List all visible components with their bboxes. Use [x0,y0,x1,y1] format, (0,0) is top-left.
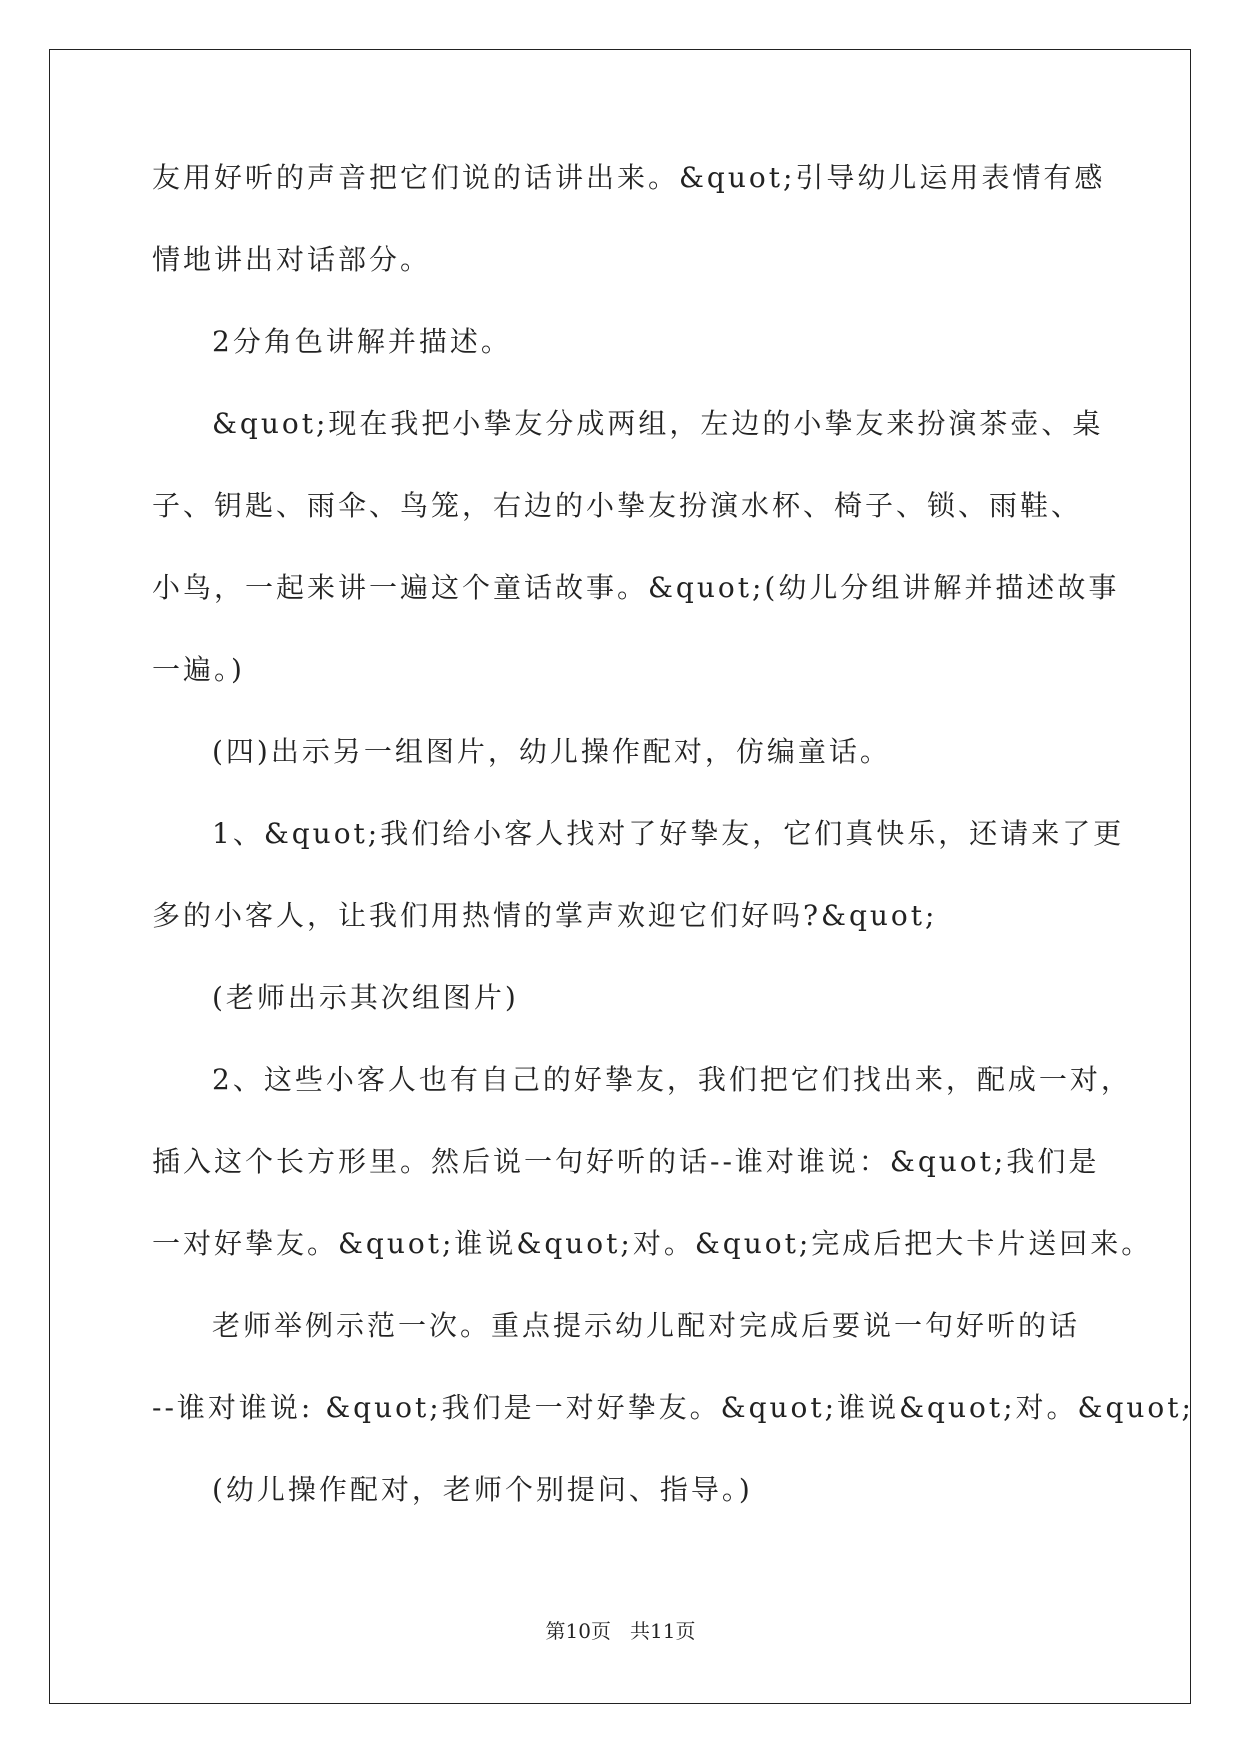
text-line: 多的小客人，让我们用热情的掌声欢迎它们好吗?&quot; [152,899,938,932]
text-line: (幼儿操作配对，老师个别提问、指导。) [212,1473,753,1506]
text-line: 插入这个长方形里。然后说一句好听的话--谁对谁说：&quot;我们是 [152,1145,1100,1178]
text-line: 情地讲出对话部分。 [152,243,432,276]
text-line: &quot;现在我把小挚友分成两组，左边的小挚友来扮演茶壶、桌 [212,407,1104,440]
page-number: 第10页 [545,1619,611,1643]
text-line: (老师出示其次组图片) [212,981,519,1014]
text-line: 一遍。) [152,653,245,686]
page-total: 共11页 [630,1619,696,1643]
page-footer [0,1615,1241,1644]
text-line: 小鸟，一起来讲一遍这个童话故事。&quot;(幼儿分组讲解并描述故事 [152,571,1120,604]
text-line: 友用好听的声音把它们说的话讲出来。&quot;引导幼儿运用表情有感 [152,161,1106,194]
text-line: 子、钥匙、雨伞、鸟笼，右边的小挚友扮演水杯、椅子、锁、雨鞋、 [152,489,1083,522]
text-line: 一对好挚友。&quot;谁说&quot;对。&quot;完成后把大卡片送回来。 [152,1227,1153,1260]
text-line: 2、这些小客人也有自己的好挚友，我们把它们找出来，配成一对， [212,1063,1132,1096]
text-line: --谁对谁说: &quot;我们是一对好挚友。&quot;谁说&quot;对。&quot; [152,1391,1194,1424]
text-line: 1、&quot;我们给小客人找对了好挚友，它们真快乐，还请来了更 [212,817,1125,850]
text-line: (四)出示另一组图片，幼儿操作配对，仿编童话。 [212,735,891,768]
text-line: 老师举例示范一次。重点提示幼儿配对完成后要说一句好听的话 [212,1309,1081,1342]
text-line: 2分角色讲解并描述。 [212,325,512,358]
document-body [152,160,1194,1554]
